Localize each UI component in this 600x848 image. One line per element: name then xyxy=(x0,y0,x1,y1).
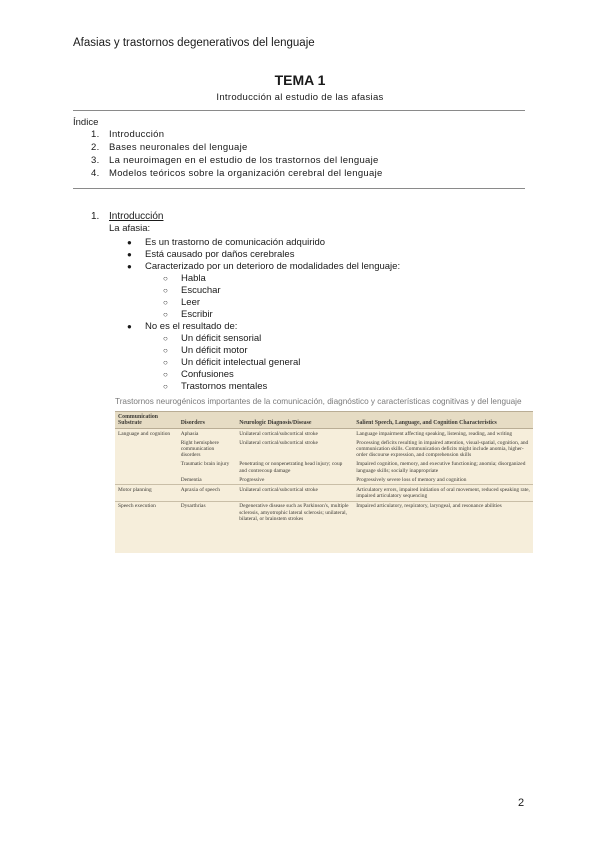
list-item-text: Escuchar xyxy=(181,284,221,296)
table-cell: Language and cognition xyxy=(118,430,171,437)
table-cell: Speech execution xyxy=(115,501,178,523)
table-cell: Language impairment affecting speaking, listening, reading, and writing xyxy=(356,430,513,437)
toc-item[interactable] xyxy=(91,155,383,168)
circle-bullet-icon: ○ xyxy=(163,369,168,379)
table-cell xyxy=(115,438,178,460)
table-cell: Unilateral cortical/subcortical stroke xyxy=(239,439,318,446)
table-header-cell: Disorders xyxy=(178,412,237,429)
divider-top xyxy=(73,110,525,111)
list-item-text: Un déficit motor xyxy=(181,344,248,356)
list-item-text: Trastornos mentales xyxy=(181,380,268,392)
list-item-text: Escribir xyxy=(181,308,213,320)
circle-bullet-icon: ○ xyxy=(163,333,168,343)
list-item-text: Un déficit intelectual general xyxy=(181,356,301,368)
section-heading xyxy=(91,211,163,222)
list-item xyxy=(163,344,300,356)
list-item xyxy=(127,320,237,332)
list-item xyxy=(163,356,300,368)
table-row xyxy=(115,501,533,523)
divider-bottom xyxy=(73,188,525,189)
circle-bullet-icon: ○ xyxy=(163,297,168,307)
list-item-text: Es un trastorno de comunicación adquirido xyxy=(145,236,326,248)
list-item xyxy=(127,260,400,272)
toc-item-label: Modelos teóricos sobre la organización cerebral del lenguaje xyxy=(109,168,383,179)
list-item xyxy=(163,308,221,320)
table-cell xyxy=(115,460,178,475)
table-row xyxy=(115,438,533,460)
table-row xyxy=(115,429,533,439)
table-cell: Articulatory errors, impaired initiation of oral movement, reduced speaking rate, impaired articulatory sequencing xyxy=(353,485,533,501)
table-header-row xyxy=(115,412,533,429)
table-row xyxy=(115,475,533,485)
afasia-bullet-list xyxy=(127,236,400,272)
list-item-text: Está causado por daños cerebrales xyxy=(145,248,295,260)
table-cell: Progressively severe loss of memory and cognition xyxy=(356,476,467,483)
circle-bullet-icon: ○ xyxy=(163,381,168,391)
table-cell: Unilateral cortical/subcortical stroke xyxy=(236,485,353,501)
index-label: Índice xyxy=(73,117,99,128)
table-cell: Progressive xyxy=(239,476,265,483)
table-cell: Dementia xyxy=(180,476,202,483)
toc-item-label: Bases neuronales del lenguaje xyxy=(109,142,248,153)
table-row xyxy=(115,485,533,501)
list-item xyxy=(163,380,300,392)
list-item-text: Habla xyxy=(181,272,206,284)
section-number: 1. xyxy=(91,211,100,222)
toc-item-label: La neuroimagen en el estudio de los trastornos del lenguaje xyxy=(109,155,379,166)
circle-bullet-icon: ○ xyxy=(163,273,168,283)
disorders-table-figure xyxy=(115,411,533,553)
not-result-list xyxy=(163,332,300,392)
circle-bullet-icon: ○ xyxy=(163,309,168,319)
list-item-text: Caracterizado por un deterioro de modalidades del lenguaje: xyxy=(145,260,401,272)
afasia-label: La afasia: xyxy=(109,223,151,234)
bullet-icon: ● xyxy=(127,237,132,247)
circle-bullet-icon: ○ xyxy=(163,285,168,295)
table-cell: Dysarthrias xyxy=(178,501,237,523)
table-cell: Impaired cognition, memory, and executive functioning; anomia; disorganized language skills; socially inappropriate xyxy=(356,461,526,474)
table-of-contents xyxy=(91,129,383,181)
table-cell: Right hemisphere communication disorders xyxy=(180,439,219,459)
bullet-icon: ● xyxy=(127,321,132,331)
table-cell: Impaired articulatory, respiratory, laryngeal, and resonance abilities xyxy=(353,501,533,523)
list-item xyxy=(163,296,221,308)
page-title: TEMA 1 xyxy=(274,72,326,88)
list-item xyxy=(127,248,400,260)
toc-item[interactable] xyxy=(91,168,383,181)
table-cell: Degenerative disease such as Parkinson's, multiple sclerosis, amyotrophic lateral sclerosis; unilateral, bilateral, or brainstem strokes xyxy=(236,501,353,523)
table-cell: Aphasia xyxy=(180,430,199,437)
circle-bullet-icon: ○ xyxy=(163,357,168,367)
list-item xyxy=(163,284,221,296)
list-item xyxy=(163,272,221,284)
list-item xyxy=(163,332,300,344)
modalities-list xyxy=(163,272,221,320)
list-item xyxy=(163,368,300,380)
toc-item-label: Introducción xyxy=(109,129,165,140)
list-item-text: Un déficit sensorial xyxy=(181,332,262,344)
table-cell: Penetrating or nonpenetrating head injury; coup and contrecoup damage xyxy=(239,461,343,474)
list-item-text: No es el resultado de: xyxy=(145,320,238,332)
toc-item[interactable] xyxy=(91,129,383,142)
table-cell: Traumatic brain injury xyxy=(180,461,230,468)
not-result-bullet xyxy=(127,320,237,332)
toc-item-number: 4. xyxy=(91,168,100,179)
figure-caption: Trastornos neurogénicos importantes de la comunicación, diagnóstico y características cognitivas y del lenguaje xyxy=(115,397,522,406)
table-header-cell: Neurologic Diagnosis/Disease xyxy=(236,412,353,429)
document-header: Afasias y trastornos degenerativos del lenguaje xyxy=(73,37,315,49)
table-header-cell: Communication Substrate xyxy=(115,412,178,429)
disorders-table xyxy=(115,412,533,523)
list-item-text: Leer xyxy=(181,296,201,308)
table-cell: Unilateral cortical/subcortical stroke xyxy=(239,430,318,437)
toc-item-number: 2. xyxy=(91,142,100,153)
table-cell: Motor planning xyxy=(115,485,178,501)
table-cell: Apraxia of speech xyxy=(178,485,237,501)
section-title: Introducción xyxy=(109,211,164,222)
bullet-icon: ● xyxy=(127,249,132,259)
page-subtitle: Introducción al estudio de las afasias xyxy=(216,92,384,103)
page-number: 2 xyxy=(518,797,525,809)
toc-item[interactable] xyxy=(91,142,383,155)
list-item-text: Confusiones xyxy=(181,368,234,380)
toc-item-number: 1. xyxy=(91,129,100,140)
bullet-icon: ● xyxy=(127,261,132,271)
table-cell xyxy=(115,475,178,485)
circle-bullet-icon: ○ xyxy=(163,345,168,355)
table-row xyxy=(115,460,533,475)
table-cell: Processing deficits resulting in impaired attention, visual-spatial, cognition, and communication skills. Communication deficits might include anomia, higher-order discourse expression, and comprehension skills xyxy=(356,439,529,459)
list-item xyxy=(127,236,400,248)
table-header-cell: Salient Speech, Language, and Cognition Characteristics xyxy=(353,412,533,429)
toc-item-number: 3. xyxy=(91,155,100,166)
